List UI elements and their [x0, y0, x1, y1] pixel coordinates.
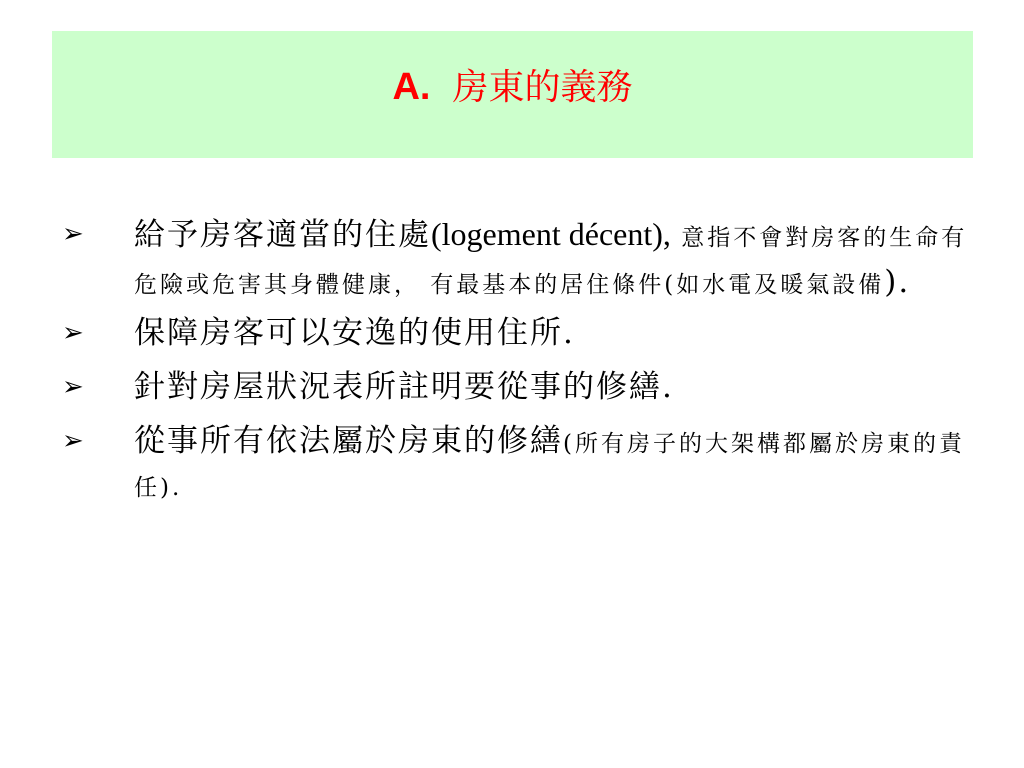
- bullet-french-term: (logement décent),: [431, 216, 671, 252]
- slide-title: [392, 65, 633, 108]
- bullet-item-peaceful-use: [62, 311, 972, 355]
- bullet-item-legal-repairs: [62, 419, 972, 510]
- bullet-text: 給予房客適當的住處: [134, 217, 431, 253]
- bullet-item-suitable-housing: [62, 212, 972, 307]
- bullet-item-condition-repairs: [62, 365, 972, 409]
- arrow-bullet-icon: ➢: [62, 372, 84, 402]
- bullet-text: 針對房屋狀況表所註明要從事的修繕.: [134, 369, 674, 405]
- arrow-bullet-icon: ➢: [62, 426, 84, 456]
- arrow-bullet-icon: ➢: [62, 219, 84, 249]
- bullet-detail: 意指不會對房客的生命有危險或危害其身體健康， 有最基本的居住條件(如水電及暖氣設備: [134, 225, 968, 298]
- title-label: A.: [392, 65, 431, 108]
- bullet-list: [62, 212, 972, 520]
- bullet-text: 從事所有依法屬於房東的修繕: [134, 423, 563, 459]
- arrow-bullet-icon: ➢: [62, 318, 84, 348]
- title-banner: [52, 31, 973, 158]
- bullet-detail: (所有房子的大架構都屬於房東的責任).: [134, 431, 965, 501]
- bullet-text: 保障房客可以安逸的使用住所.: [134, 315, 575, 351]
- title-text: 房東的義務: [452, 66, 633, 108]
- bullet-tail: ).: [884, 264, 911, 300]
